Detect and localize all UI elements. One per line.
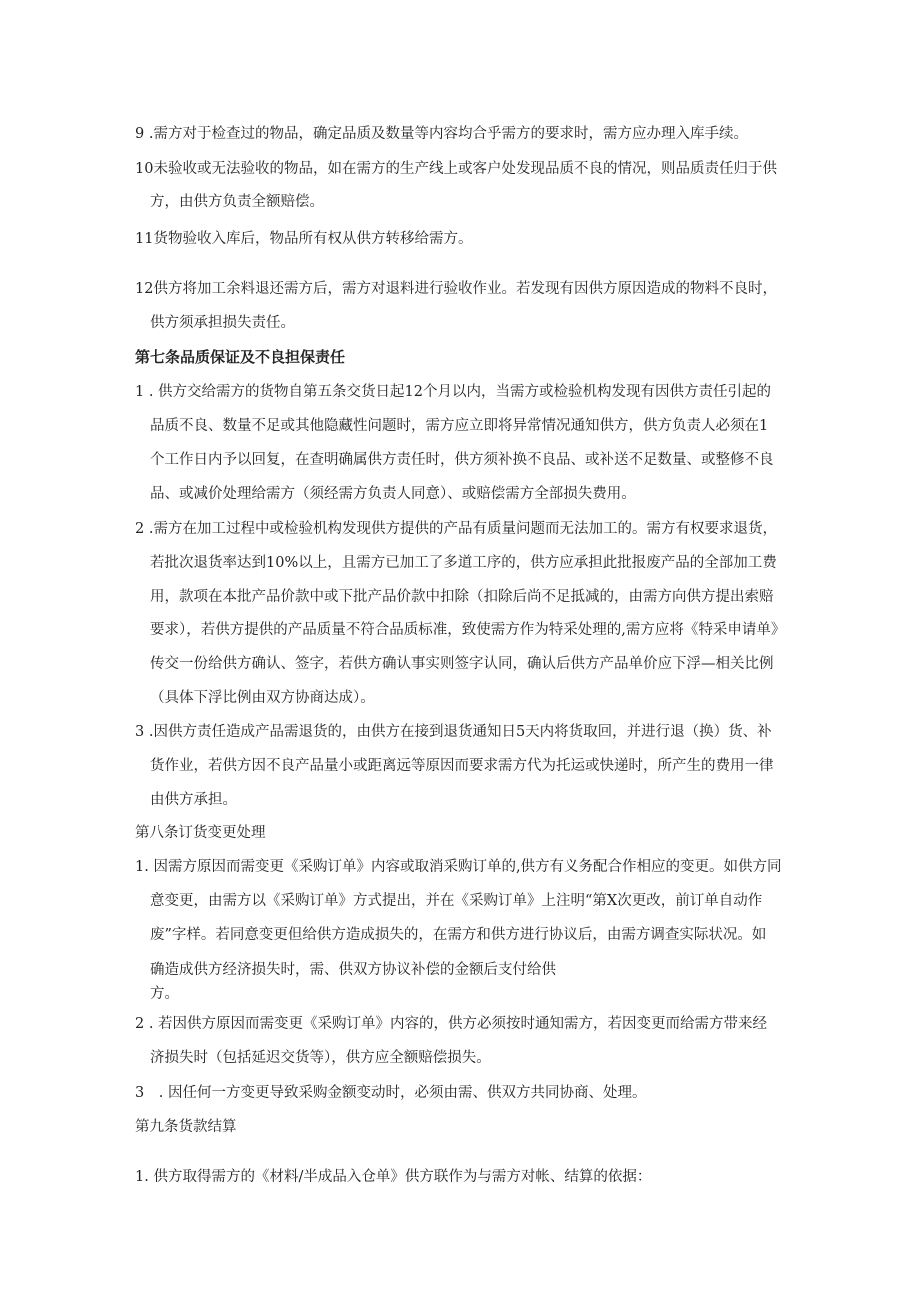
section-7-item-2-cont: 若批次退货率达到10%以上，且需方已加工了多道工序的，供方应承担此批报废产品的全部加工费 [150,555,777,571]
section-7-item-2-cont: 用，款项在本批产品价款中或下批产品价款中扣除（扣除后尚不足抵减的，由需方向供方提出索赔 [150,589,774,605]
section-7-item-2-cont: 要求），若供方提供的产品质量不符合品质标准，致使需方作为特采处理的,需方应将《特采申请单》 [150,622,786,638]
section-8-item-2-cont: 济损失时（包括延迟交货等），供方应全额赔偿损失。 [150,1050,491,1066]
section-7-item-1-cont: 个工作日内予以回复，在查明确属供方责任时，供方须补换不良品、或补送不足数量、或整修不良 [150,452,774,468]
clause-11: 11货物验收入库后，物品所有权从供方转移给需方。 [135,231,473,247]
section-7-item-1-cont: 品、或减价处理给需方（须经需方负责人同意）、或赔偿需方全部损失费用。 [150,486,636,502]
section-8-heading: 第八条订货变更处理 [135,825,266,841]
section-7-item-2: 2 .需方在加工过程中或检验机构发现供方提供的产品有质量问题而无法加工的。需方有权要求退货， [135,521,777,537]
section-8-item-3: 3 . 因任何一方变更导致采购金额变动时，必须由需、供双方共同协商、处理。 [135,1085,647,1101]
section-7-item-3-cont: 货作业，若供方因不良产品量小或距离远等原因而要求需方代为托运或快递时，所产生的费用一律 [150,758,774,774]
section-7-heading: 第七条品质保证及不良担保责任 [135,348,346,366]
section-8-item-1: 1. 因需方原因而需变更《采购订单》内容或取消采购订单的,供方有义务配合作相应的变更。如供方同 [135,859,782,875]
section-7-item-2-cont: （具体下浮比例由双方协商达成）。 [150,690,375,706]
section-7-item-2-cont: 传交一份给供方确认、签字，若供方确认事实则签字认同，确认后供方产品单价应下浮—相关比例 [150,656,774,672]
clause-12: 12供方将加工余料退还需方后，需方对退料进行验收作业。若发现有因供方原因造成的物料不良时， [135,281,777,297]
section-7-item-3: 3 .因供方责任造成产品需退货的，由供方在接到退货通知日5天内将货取回，并进行退（换）货、补 [135,724,772,740]
section-9-item-1: 1. 供方取得需方的《材料/半成品入仓单》供方联作为与需方对帐、结算的依据： [135,1169,652,1185]
section-8-item-2: 2 . 若因供方原因而需变更《采购订单》内容的，供方必须按时通知需方，若因变更而给需方带来经 [135,1016,768,1032]
section-8-item-1-cont: 意变更，由需方以《采购订单》方式提出，并在《采购订单》上注明“第X次更改，前订单自动作 [150,893,763,909]
section-7-item-1-cont: 品质不良、数量不足或其他隐藏性问题时，需方应立即将异常情况通知供方，供方负责人必须在1 [150,418,769,434]
section-8-item-1-cont: 废”字样。若同意变更但给供方造成损失的，在需方和供方进行协议后，由需方调查实际状况。如 [150,927,767,943]
section-8-item-1-cont: 方。 [150,986,179,1002]
section-8-item-1-cont: 确造成供方经济损失时，需、供双方协议补偿的金额后支付给供 [150,962,556,978]
clause-12-cont: 供方须承担损失责任。 [150,315,295,331]
section-7-item-3-cont: 由供方承担。 [150,792,237,808]
clause-10: 10未验收或无法验收的物品，如在需方的生产线上或客户处发现品质不良的情况，则品质责任归于供 [135,161,777,177]
section-9-heading: 第九条货款结算 [135,1119,237,1135]
clause-9: 9 .需方对于检查过的物品，确定品质及数量等内容均合乎需方的要求时，需方应办理入库手续。 [135,126,748,142]
clause-10-cont: 方，由供方负责全额赔偿。 [150,194,324,210]
section-7-item-1: 1 . 供方交给需方的货物自第五条交货日起12个月以内，当需方或检验机构发现有因供方责任引起的 [135,384,771,400]
